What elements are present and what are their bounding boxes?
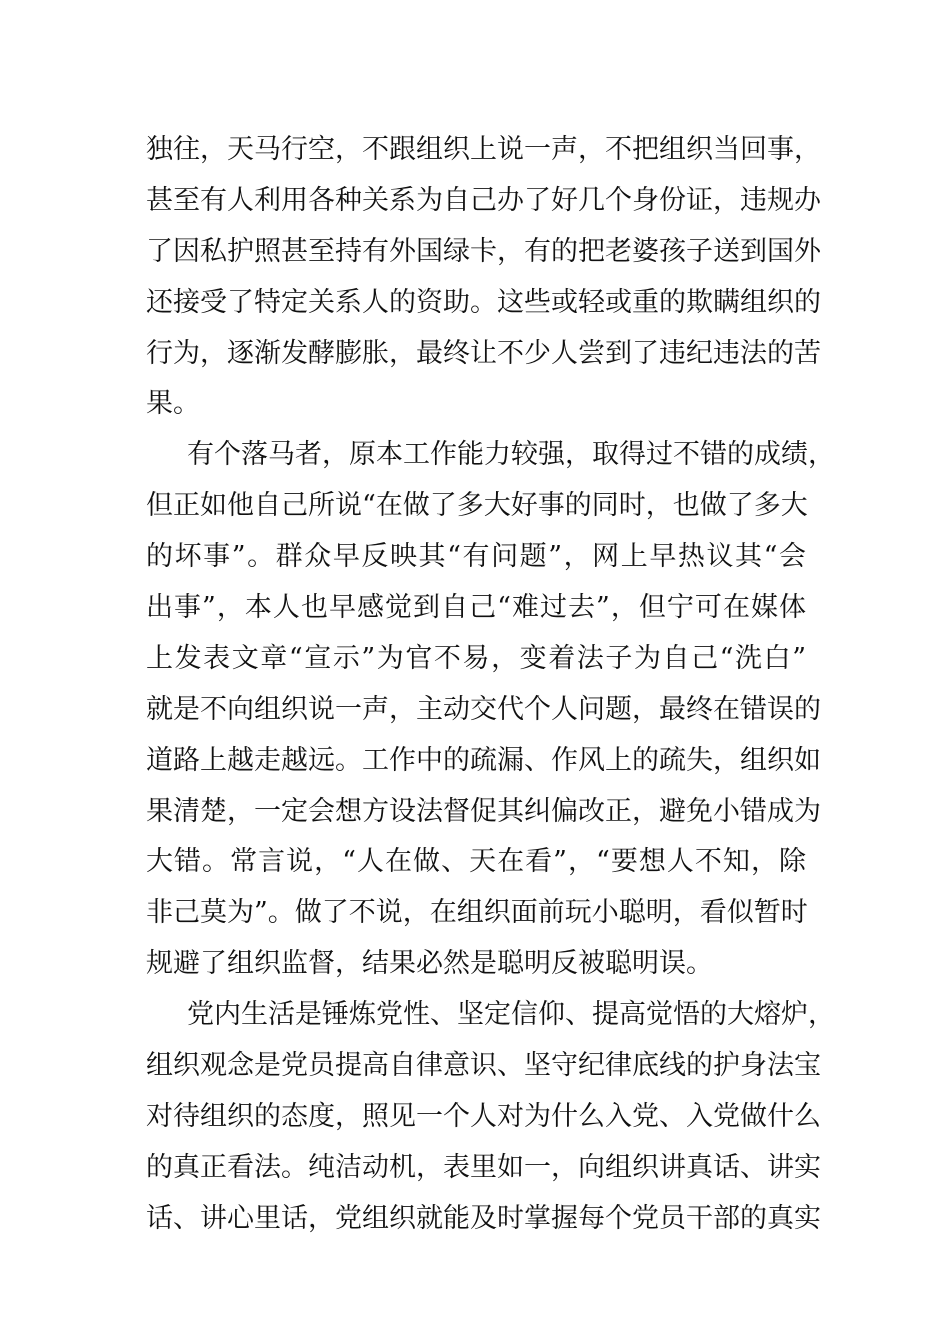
text-line: 就是不向组织说一声，主动交代个人问题，最终在错误的 (146, 693, 821, 725)
text-line: 党内生活是锤炼党性、坚定信仰、提高觉悟的大熔炉， (187, 999, 835, 1031)
text-line: 大错。常言说，“人在做、天在看”，“要想人不知，除 (146, 846, 806, 878)
text-line: 组织观念是党员提高自律意识、坚守纪律底线的护身法宝 (146, 1050, 821, 1082)
text-line: 果。 (146, 388, 200, 420)
text-line: 了因私护照甚至持有外国绿卡，有的把老婆孩子送到国外 (146, 235, 821, 267)
text-line: 甚至有人利用各种关系为自己办了好几个身份证，违规办 (146, 184, 821, 216)
text-line: 但正如他自己所说“在做了多大好事的同时，也做了多大 (146, 490, 808, 522)
text-line: 独往，天马行空，不跟组织上说一声，不把组织当回事， (146, 134, 821, 165)
text-line: 行为，逐渐发酵膨胀，最终让不少人尝到了违纪违法的苦 (146, 337, 821, 369)
text-line: 的坏事”。群众早反映其“有问题”，网上早热议其“会 (146, 541, 806, 573)
text-line: 的真正看法。纯洁动机，表里如一，向组织讲真话、讲实 (146, 1151, 821, 1183)
text-line: 果清楚，一定会想方设法督促其纠偏改正，避免小错成为 (146, 795, 821, 827)
text-line: 道路上越走越远。工作中的疏漏、作风上的疏失，组织如 (146, 744, 821, 776)
text-line: 还接受了特定关系人的资助。这些或轻或重的欺瞒组织的 (146, 286, 821, 318)
text-line: 非己莫为”。做了不说，在组织面前玩小聪明，看似暂时 (146, 897, 808, 929)
text-line: 出事”，本人也早感觉到自己“难过去”，但宁可在媒体 (146, 592, 806, 624)
text-line: 对待组织的态度，照见一个人对为什么入党、入党做什么 (146, 1100, 821, 1132)
text-line: 话、讲心里话，党组织就能及时掌握每个党员干部的真实 (146, 1202, 821, 1234)
text-line: 有个落马者，原本工作能力较强，取得过不错的成绩， (187, 439, 835, 471)
body-text (146, 125, 835, 1245)
text-line: 规避了组织监督，结果必然是聪明反被聪明误。 (146, 948, 713, 980)
text-line: 上发表文章“宣示”为官不易，变着法子为自己“洗白” (146, 642, 806, 674)
